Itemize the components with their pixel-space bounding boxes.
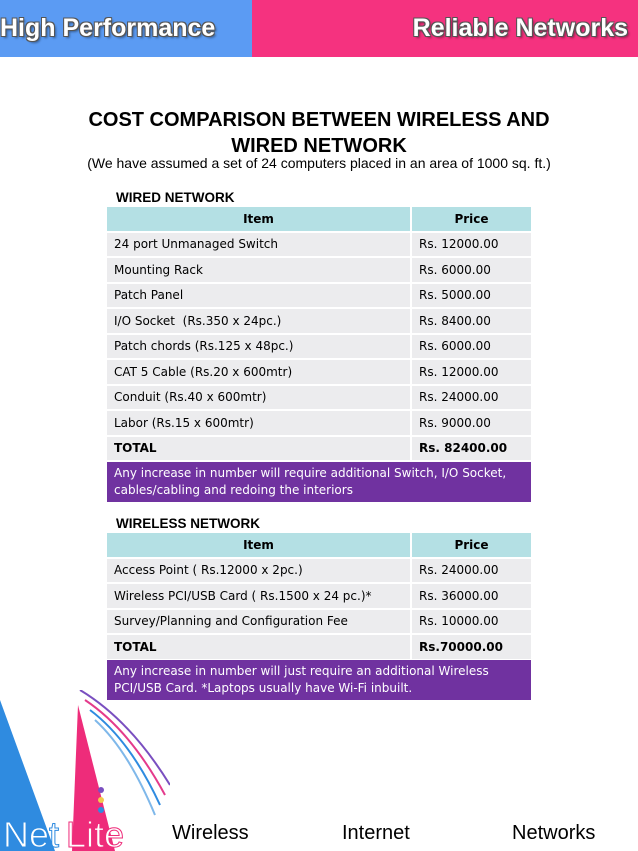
item-cell: I/O Socket (Rs.350 x 24pc.): [107, 309, 412, 333]
total-row: [107, 437, 531, 461]
total-value: Rs. 82400.00: [412, 437, 531, 461]
column-header-price: Price: [412, 533, 531, 557]
total-row: [107, 635, 531, 659]
wired-table: [107, 205, 531, 462]
table-row: [107, 360, 531, 384]
header-right-title: Reliable Networks: [412, 14, 628, 42]
column-header-price: Price: [412, 207, 531, 231]
price-cell: Rs. 12000.00: [412, 233, 531, 257]
table-row: [107, 284, 531, 308]
item-cell: Patch Panel: [107, 284, 412, 308]
page-subtitle: (We have assumed a set of 24 computers placed in an area of 1000 sq. ft.): [87, 155, 551, 171]
table-header-row: [107, 207, 531, 231]
footer-word-internet: Internet: [342, 822, 410, 844]
price-cell: Rs. 8400.00: [412, 309, 531, 333]
logo-arc: [95, 720, 155, 815]
total-label: TOTAL: [107, 437, 412, 461]
item-cell: Mounting Rack: [107, 258, 412, 282]
item-cell: Survey/Planning and Configuration Fee: [107, 610, 412, 634]
wired-note: Any increase in number will require additional Switch, I/O Socket, cables/cabling and redoing the interiors: [107, 462, 531, 502]
price-cell: Rs. 24000.00: [412, 386, 531, 410]
price-cell: Rs. 12000.00: [412, 360, 531, 384]
item-cell: CAT 5 Cable (Rs.20 x 600mtr): [107, 360, 412, 384]
table-row: [107, 233, 531, 257]
wireless-table: [107, 531, 531, 661]
total-value: Rs.70000.00: [412, 635, 531, 659]
table-row: [107, 584, 531, 608]
table-row: [107, 559, 531, 583]
table-row: [107, 610, 531, 634]
logo-text-lite: Lite: [66, 814, 125, 851]
price-cell: Rs. 36000.00: [412, 584, 531, 608]
netlite-logo: [0, 690, 170, 851]
table-row: [107, 386, 531, 410]
page-title: [0, 107, 638, 159]
price-cell: Rs. 6000.00: [412, 335, 531, 359]
footer-word-networks: Networks: [512, 822, 596, 844]
item-cell: Labor (Rs.15 x 600mtr): [107, 411, 412, 435]
header-left-banner: [0, 0, 252, 57]
price-cell: Rs. 6000.00: [412, 258, 531, 282]
logo-text-net: Net: [3, 814, 60, 851]
header-right-banner: [252, 0, 638, 57]
footer-word-wireless: Wireless: [172, 822, 249, 844]
price-cell: Rs. 10000.00: [412, 610, 531, 634]
price-cell: Rs. 24000.00: [412, 559, 531, 583]
price-cell: Rs. 9000.00: [412, 411, 531, 435]
total-label: TOTAL: [107, 635, 412, 659]
table-row: [107, 411, 531, 435]
column-header-item: Item: [107, 207, 412, 231]
table-header-row: [107, 533, 531, 557]
item-cell: Patch chords (Rs.125 x 48pc.): [107, 335, 412, 359]
wireless-section-label: WIRELESS NETWORK: [116, 516, 260, 531]
item-cell: Conduit (Rs.40 x 600mtr): [107, 386, 412, 410]
item-cell: Access Point ( Rs.12000 x 2pc.): [107, 559, 412, 583]
table-row: [107, 309, 531, 333]
table-row: [107, 335, 531, 359]
page-title-text: COST COMPARISON BETWEEN WIRELESS AND WIRED NETWORK: [88, 109, 550, 157]
wired-section-label: WIRED NETWORK: [116, 190, 235, 205]
header-left-title: High Performance: [0, 14, 216, 42]
item-cell: 24 port Unmanaged Switch: [107, 233, 412, 257]
logo-dot: [98, 787, 104, 793]
column-header-item: Item: [107, 533, 412, 557]
wireless-note: Any increase in number will just require an additional Wireless PCI/USB Card. *Laptops usually have Wi-Fi inbuilt.: [107, 660, 531, 700]
price-cell: Rs. 5000.00: [412, 284, 531, 308]
logo-dot: [98, 797, 104, 803]
item-cell: Wireless PCI/USB Card ( Rs.1500 x 24 pc.)*: [107, 584, 412, 608]
table-row: [107, 258, 531, 282]
logo-dot: [98, 807, 104, 813]
